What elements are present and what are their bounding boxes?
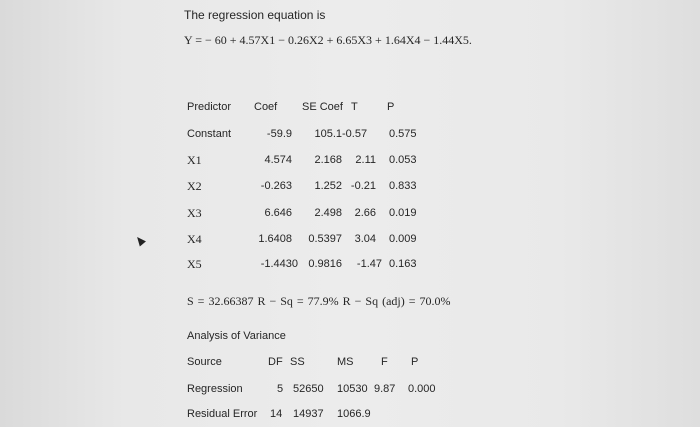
predictor-name: X2 [187,179,202,193]
anova-ss: 52650 [293,383,324,395]
anova-p: 0.000 [408,383,436,395]
secoef-value: 2.498 [314,207,342,219]
secoef-value: 0.5397 [308,233,342,245]
coef-header-secoef: SE Coef [302,101,343,113]
mouse-cursor-icon [134,234,146,246]
predictor-name: X4 [187,232,202,246]
anova-header-f: F [381,356,388,368]
anova-header-df: DF [268,356,283,368]
anova-header-ss: SS [290,356,305,368]
coef-header-predictor: Predictor [187,101,232,113]
anova-ms: 1066.9 [337,408,371,420]
intro-text: The regression equation is [184,8,326,22]
anova-source: Regression [187,383,243,395]
predictor-name: X5 [187,257,202,271]
t-value: -0.21 [350,180,376,192]
anova-f: 9.87 [374,383,396,395]
coef-header-p: P [387,101,395,113]
predictor-name: X3 [187,206,202,220]
anova-title: Analysis of Variance [187,330,286,342]
anova-source: Residual Error [187,408,258,420]
t-value: 2.11 [355,154,376,166]
t-value: -1.47 [356,258,382,270]
t-value: -0.57 [342,128,368,140]
regression-equation: Y = − 60 + 4.57X1 − 0.26X2 + 6.65X3 + 1.64X4 − 1.44X5. [184,33,472,47]
p-value: 0.575 [389,128,417,140]
coef-value: 4.574 [264,154,292,166]
model-summary: S = 32.66387 R − Sq = 77.9% R − Sq (adj) = 70.0% [187,294,451,308]
anova-ss: 14937 [293,408,324,420]
coef-value: -1.4430 [260,258,298,270]
p-value: 0.163 [389,258,417,270]
predictor-name: X1 [187,153,202,167]
secoef-value: 105.1 [314,128,342,140]
p-value: 0.833 [389,180,417,192]
secoef-value: 2.168 [314,154,342,166]
anova-df: 5 [277,383,284,395]
anova-df: 14 [270,408,283,420]
coef-header-coef: Coef [254,101,278,113]
coef-value: 1.6408 [258,233,292,245]
anova-header-ms: MS [337,356,354,368]
predictor-name: Constant [187,128,232,140]
anova-header-source: Source [187,356,222,368]
coef-header-t: T [351,101,358,113]
anova-header-p: P [411,356,419,368]
coef-value: -59.9 [266,128,292,140]
t-value: 3.04 [354,233,376,245]
p-value: 0.019 [389,207,417,219]
t-value: 2.66 [354,207,376,219]
p-value: 0.009 [389,233,417,245]
coef-value: -0.263 [260,180,292,192]
anova-ms: 10530 [337,383,368,395]
secoef-value: 0.9816 [308,258,342,270]
secoef-value: 1.252 [314,180,342,192]
coef-value: 6.646 [264,207,292,219]
p-value: 0.053 [389,154,417,166]
